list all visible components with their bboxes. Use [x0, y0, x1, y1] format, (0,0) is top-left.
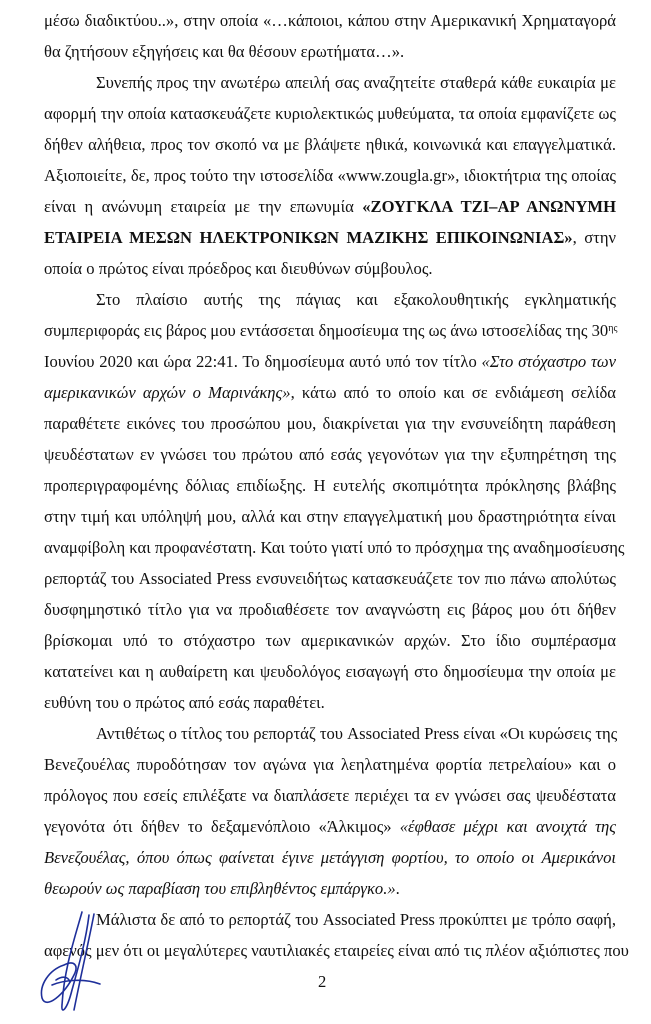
text-line [44, 501, 616, 532]
text-line [44, 656, 616, 687]
paragraph [44, 67, 616, 284]
text-line [44, 129, 616, 160]
text-line [44, 284, 616, 315]
text-run: πρόλογος που εσείς επιλέξατε να διαπλάσετε περιέχει τα εν γνώσει σας ψευδέστατα [44, 786, 616, 805]
text-run: παραθέτετε εικόνες του προσώπου μου, διακρίνεται για την ενσυνείδητη παράθεση [44, 414, 616, 433]
text-line [44, 346, 616, 377]
bold-text: «ΖΟΥΓΚΛΑ ΤΖΙ–ΑΡ ΑΝΩΝΥΜΗ [362, 197, 616, 216]
text-run: κατατείνει και η αυθαίρετη και ψευδολόγος εισαγωγή στο δημοσίευμα την οποία με [44, 662, 616, 681]
text-line [44, 67, 616, 98]
paragraph [44, 5, 616, 67]
text-run: αφορμή την οποία κατασκευάζετε κυριολεκτικώς μυθεύματα, τα οποία εμφανίζετε ως [44, 104, 616, 123]
text-line [44, 563, 616, 594]
text-run: είναι η ανώνυμη εταιρεία με την επωνυμία [44, 197, 363, 216]
text-line [44, 904, 616, 935]
signature [34, 910, 124, 1020]
italic-text: αμερικανικών αρχών ο Μαρινάκης» [44, 383, 291, 402]
text-line [44, 594, 616, 625]
text-line [44, 935, 629, 966]
text-run: Ιουνίου 2020 και ώρα 22:41. Το δημοσίευμα αυτό υπό τον τίτλο [44, 352, 482, 371]
paragraph [44, 904, 629, 966]
text-line [44, 749, 616, 780]
paragraph [44, 284, 625, 718]
text-line [44, 811, 616, 842]
text-run: στην τιμή και υπόληψή μου, αλλά και στην επαγγελματική μου δραστηριότητα είναι [44, 507, 616, 526]
text-line [44, 222, 616, 253]
italic-text: «Στο στόχαστρο των [481, 352, 616, 371]
text-run: προπεριγραφομένης δόλιας επιδίωξης. Η ευτελής σκοπιμότητα πρόκλησης βλάβης [44, 476, 616, 495]
text-line [44, 470, 616, 501]
text-line [44, 160, 616, 191]
text-line [44, 625, 616, 656]
text-run: οποία ο πρώτος είναι πρόεδρος και διευθύνων σύμβουλος. [44, 259, 433, 278]
text-run: ευθύνη του ο πρώτος από εσάς παραθέτει. [44, 693, 325, 712]
text-line [44, 36, 616, 67]
bold-text: ΕΤΑΙΡΕΙΑ ΜΕΣΩΝ ΗΛΕΚΤΡΟΝΙΚΩΝ ΜΑΖΙΚΗΣ ΕΠΙΚΟΙΝΩΝΙΑΣ» [44, 228, 573, 247]
text-run: αναμφίβολη και προφανέστατη. Και τούτο γιατί υπό το πρόσχημα της αναδημοσίευσης [44, 538, 625, 557]
text-run: γεγονότα ότι δήθεν το δεξαμενόπλοιο «Άλκιμος» [44, 817, 400, 836]
text-line [44, 98, 616, 129]
text-run: δήθεν αλήθεια, προς τον σκοπό να με βλάψετε ηθικά, κοινωνικά και επαγγελματικά. [44, 135, 616, 154]
text-run: Στο πλαίσιο αυτής της πάγιας και εξακολουθητικής εγκληματικής [96, 290, 616, 309]
superscript-text: ης [608, 323, 618, 334]
text-run: ψευδέστατων εν γνώσει του πρώτου από εσάς γεγονότων για την εξυπηρέτηση της [44, 445, 616, 464]
text-run: βρίσκομαι υπό το στόχαστρο των αμερικανικών αρχών. Στο ίδιο συμπέρασμα [44, 631, 616, 650]
text-line [44, 253, 616, 284]
text-run: , στην [572, 228, 617, 247]
text-run: Βενεζουέλας πυροδότησαν τον αγώνα για λεηλατημένα φορτία πετρελαίου» και ο [44, 755, 616, 774]
text-line [44, 315, 616, 346]
text-run: Αξιοποιείτε, δε, προς τούτο την ιστοσελίδα «www.zougla.gr», ιδιοκτήτρια της οποίας [44, 166, 616, 185]
text-run: θα ζητήσουν εξηγήσεις και θα θέσουν ερωτήματα…». [44, 42, 405, 61]
text-run: Αντιθέτως ο τίτλος του ρεπορτάζ του Associated Press είναι «Οι κυρώσεις της [96, 724, 618, 743]
text-run: . [395, 879, 400, 898]
italic-text: Βενεζουέλας, όπου όπως φαίνεται έγινε μετάγγιση φορτίου, το οποίο οι Αμερικάνοι [44, 848, 616, 867]
text-run: Μάλιστα δε από το ρεπορτάζ του Associated Press προκύπτει με τρόπο σαφή, [96, 910, 616, 929]
page-number: 2 [318, 972, 327, 991]
text-run: αφενός μεν ότι οι μεγαλύτερες ναυτιλιακές εταιρείες είναι από τις πλέον αξιόπιστες που [44, 941, 629, 960]
italic-text: «έφθασε μέχρι και ανοιχτά της [399, 817, 616, 836]
text-line [44, 377, 616, 408]
text-run: συμπεριφοράς εις βάρος μου εντάσσεται δημοσίευμα της ως άνω ιστοσελίδας της 30 [44, 321, 609, 340]
text-line [44, 687, 616, 718]
document-body [44, 5, 629, 966]
text-line [44, 191, 616, 222]
text-line [44, 532, 625, 563]
text-line [44, 439, 616, 470]
text-line [44, 408, 616, 439]
text-run: δυσφημηστικό τίτλο για να προδιαθέσετε τον αναγνώστη εις βάρος μου ότι δήθεν [44, 600, 616, 619]
text-line [44, 718, 616, 749]
text-run: , κάτω από το οποίο και σε ενδιάμεση σελίδα [290, 383, 617, 402]
text-line [44, 5, 616, 36]
text-line [44, 780, 616, 811]
text-run: μέσω διαδικτύου..», στην οποία «…κάποιοι, κάπου στην Αμερικανική Χρηματαγορά [44, 11, 616, 30]
paragraph [44, 718, 616, 904]
italic-text: θεωρούν ως παραβίαση του επιβληθέντος εμπάργκο.» [44, 879, 396, 898]
text-line [44, 842, 616, 873]
text-run: ρεπορτάζ του Associated Press ενσυνειδήτως κατασκευάζετε τον πιο πάνω απολύτως [44, 569, 616, 588]
text-line [44, 873, 616, 904]
text-run: Συνεπής προς την ανωτέρω απειλή σας αναζητείτε σταθερά κάθε ευκαιρία με [96, 73, 616, 92]
